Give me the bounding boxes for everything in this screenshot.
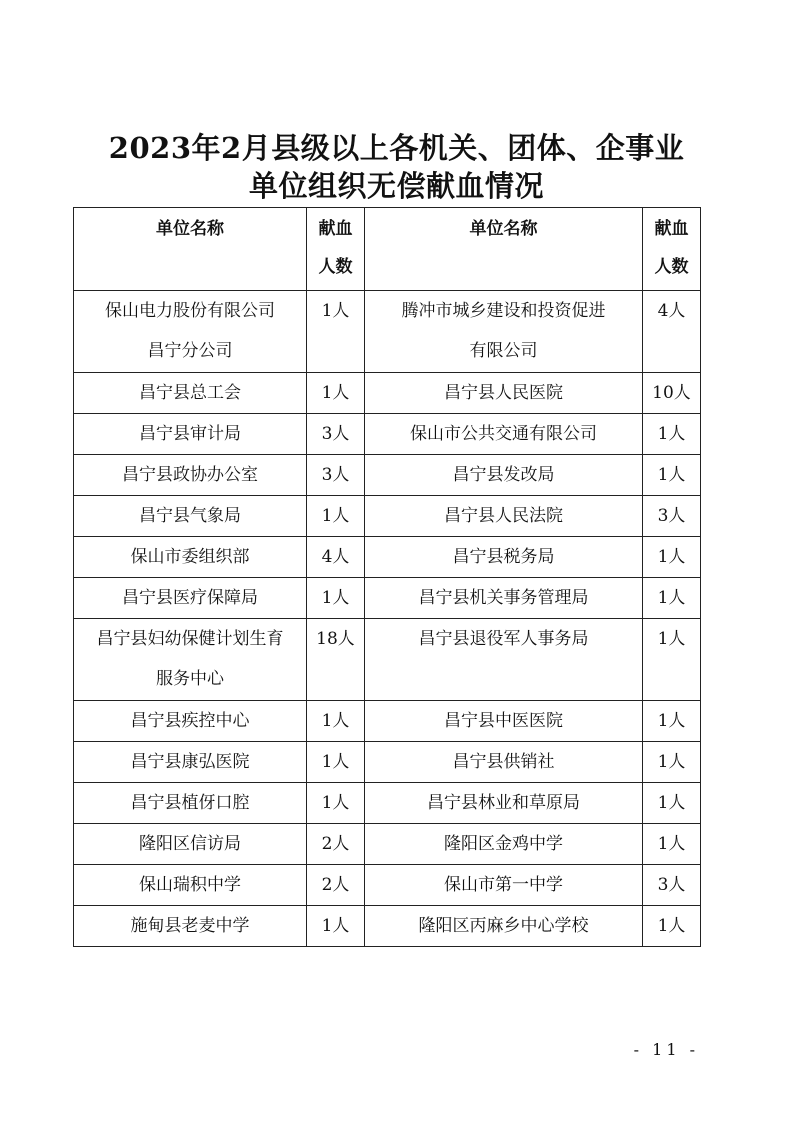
unit-name-cell: 昌宁县妇幼保健计划生育 服务中心 [74, 619, 307, 701]
donor-count-cell: 1人 [643, 824, 701, 865]
donor-count-cell: 3人 [307, 414, 365, 455]
page-number: - 11 - [633, 1040, 699, 1059]
header-donor-count-left: 献血 人数 [307, 208, 365, 291]
table-row [74, 742, 701, 783]
table-row [74, 906, 701, 947]
table-row [74, 414, 701, 455]
donor-count-cell: 1人 [643, 619, 701, 701]
unit-name-cell: 昌宁县康弘医院 [74, 742, 307, 783]
donor-count-cell: 1人 [307, 783, 365, 824]
header-unit-name-right: 单位名称 [365, 208, 643, 291]
unit-name-cell: 昌宁县税务局 [365, 537, 643, 578]
unit-name-cell: 昌宁县林业和草原局 [365, 783, 643, 824]
blood-donation-table [73, 207, 701, 947]
header-unit-name-left: 单位名称 [74, 208, 307, 291]
table-row [74, 783, 701, 824]
donor-count-cell: 1人 [307, 701, 365, 742]
unit-name-cell: 昌宁县政协办公室 [74, 455, 307, 496]
donor-count-cell: 1人 [643, 578, 701, 619]
document-title-line-2: 单位组织无偿献血情况 [248, 169, 544, 203]
header-donor-count-right: 献血 人数 [643, 208, 701, 291]
donor-count-cell: 1人 [643, 906, 701, 947]
unit-name-cell: 昌宁县中医医院 [365, 701, 643, 742]
unit-name-cell: 保山瑞积中学 [74, 865, 307, 906]
unit-name-cell: 昌宁县人民医院 [365, 373, 643, 414]
table-row [74, 865, 701, 906]
unit-name-cell: 昌宁县医疗保障局 [74, 578, 307, 619]
donor-count-cell: 1人 [643, 455, 701, 496]
unit-name-cell: 昌宁县供销社 [365, 742, 643, 783]
donor-count-cell: 1人 [643, 701, 701, 742]
table-row [74, 578, 701, 619]
table-row [74, 701, 701, 742]
document-title-line-1: 2023年2月县级以上各机关、团体、企事业 [108, 131, 685, 165]
donor-count-cell: 1人 [643, 537, 701, 578]
unit-name-cell: 保山市第一中学 [365, 865, 643, 906]
unit-name-cell: 昌宁县总工会 [74, 373, 307, 414]
table-row [74, 619, 701, 701]
unit-name-cell: 昌宁县气象局 [74, 496, 307, 537]
donor-count-cell: 1人 [643, 414, 701, 455]
donor-count-cell: 1人 [643, 783, 701, 824]
unit-name-cell: 昌宁县发改局 [365, 455, 643, 496]
table-row [74, 496, 701, 537]
unit-name-cell: 昌宁县植伢口腔 [74, 783, 307, 824]
unit-name-cell: 隆阳区丙麻乡中心学校 [365, 906, 643, 947]
donor-count-cell: 1人 [307, 742, 365, 783]
donor-count-cell: 2人 [307, 865, 365, 906]
unit-name-cell: 昌宁县疾控中心 [74, 701, 307, 742]
unit-name-cell: 昌宁县机关事务管理局 [365, 578, 643, 619]
table-header-row [74, 208, 701, 291]
unit-name-cell: 保山市公共交通有限公司 [365, 414, 643, 455]
unit-name-cell: 保山电力股份有限公司 昌宁分公司 [74, 291, 307, 373]
donor-count-cell: 3人 [307, 455, 365, 496]
table-row [74, 537, 701, 578]
donor-count-cell: 18人 [307, 619, 365, 701]
donor-count-cell: 1人 [307, 578, 365, 619]
table-row [74, 455, 701, 496]
donor-count-cell: 1人 [307, 496, 365, 537]
table-row [74, 373, 701, 414]
donor-count-cell: 1人 [643, 742, 701, 783]
unit-name-cell: 昌宁县退役军人事务局 [365, 619, 643, 701]
donor-count-cell: 4人 [643, 291, 701, 373]
donor-count-cell: 1人 [307, 906, 365, 947]
donor-count-cell: 3人 [643, 496, 701, 537]
table-row [74, 291, 701, 373]
unit-name-cell: 隆阳区信访局 [74, 824, 307, 865]
table-row [74, 824, 701, 865]
donor-count-cell: 4人 [307, 537, 365, 578]
unit-name-cell: 昌宁县人民法院 [365, 496, 643, 537]
donor-count-cell: 2人 [307, 824, 365, 865]
donor-count-cell: 3人 [643, 865, 701, 906]
donor-count-cell: 1人 [307, 291, 365, 373]
unit-name-cell: 施甸县老麦中学 [74, 906, 307, 947]
unit-name-cell: 腾冲市城乡建设和投资促进 有限公司 [365, 291, 643, 373]
unit-name-cell: 昌宁县审计局 [74, 414, 307, 455]
unit-name-cell: 保山市委组织部 [74, 537, 307, 578]
donor-count-cell: 1人 [307, 373, 365, 414]
donor-count-cell: 10人 [643, 373, 701, 414]
unit-name-cell: 隆阳区金鸡中学 [365, 824, 643, 865]
